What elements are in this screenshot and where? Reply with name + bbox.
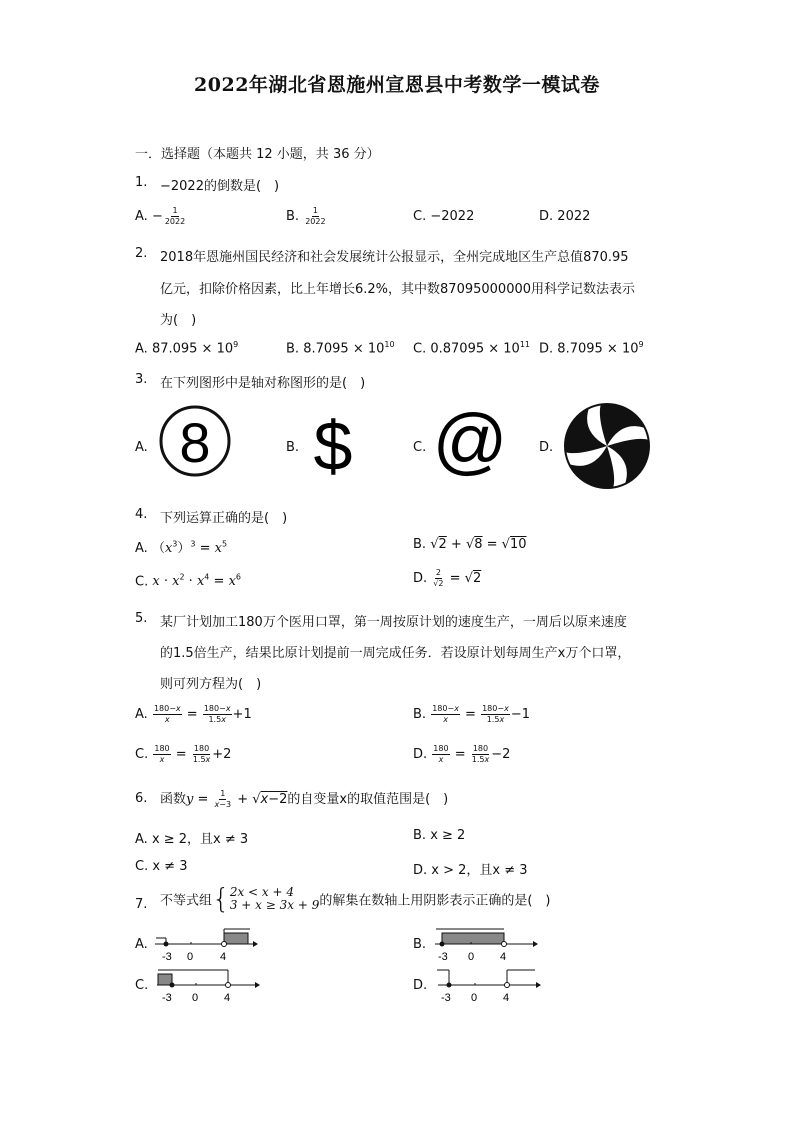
option-label: B. xyxy=(413,537,427,552)
q4-option-b[interactable] xyxy=(413,537,527,552)
svg-text:-3: -3 xyxy=(162,992,172,1004)
number-line xyxy=(152,965,262,1007)
q2-option-d[interactable] xyxy=(539,340,644,356)
q3-stem: 在下列图形中是轴对称图形的是( ) xyxy=(160,376,366,391)
q7-option-b-numberline[interactable] xyxy=(430,924,540,970)
option-label: C. xyxy=(413,341,427,357)
exponent: 10 xyxy=(384,340,395,349)
q7-option-c-numberline[interactable] xyxy=(152,965,262,1011)
option-label: A. xyxy=(135,209,148,224)
option-label: D. xyxy=(539,341,554,357)
option-label: D. xyxy=(539,209,554,224)
svg-text:4: 4 xyxy=(220,951,227,963)
math-expression: $\frac{180-x}{x}$ = $\frac{180-x}{1.5x}$ −1 xyxy=(432,704,530,724)
q1-option-a[interactable] xyxy=(135,207,187,226)
option-text: −2022 xyxy=(430,209,475,224)
q2-option-c[interactable] xyxy=(413,340,530,356)
exponent: 9 xyxy=(638,340,644,349)
math-expression: $\frac{2}{√2}$ = √2 xyxy=(433,568,482,588)
figure-glyph: 8 xyxy=(179,411,211,474)
stem-text: 函数 xyxy=(160,792,187,807)
option-label: B. xyxy=(413,828,427,843)
fraction: $\frac{1}{2022}$ xyxy=(164,206,186,226)
q7-option-a-label: A. xyxy=(135,937,148,952)
q3-option-a-figure[interactable] xyxy=(158,404,232,478)
q1-option-b[interactable] xyxy=(286,207,328,226)
exponent: 11 xyxy=(519,340,531,349)
q2-number: 2. xyxy=(135,246,148,261)
q5-number: 5. xyxy=(135,611,148,626)
q3-number: 3. xyxy=(135,372,148,387)
q3-option-d-figure[interactable] xyxy=(563,402,651,494)
stem-text: 的自变量x的取值范围是( ) xyxy=(287,792,449,807)
q1-stem: −2022的倒数是( ) xyxy=(160,179,280,194)
q3-option-c-label: C. xyxy=(413,440,427,455)
option-label: B. xyxy=(413,707,427,722)
q2-option-a[interactable] xyxy=(135,340,238,356)
exponent: 9 xyxy=(233,340,239,349)
pinwheel-icon xyxy=(563,402,651,490)
option-text: 2022 xyxy=(557,209,591,224)
svg-text:4: 4 xyxy=(500,951,507,963)
figure-glyph: $ xyxy=(313,407,353,480)
q5-line-2: 的1.5倍生产，结果比原计划提前一周完成任务．若设原计划每周生产x万个口罩， xyxy=(160,646,631,661)
q6-number: 6. xyxy=(135,791,148,806)
q6-stem: 函数y = $\frac{1}{x-3}$ + √x−2的自变量x的取值范围是( ) xyxy=(160,789,449,809)
q7-option-c-label: C. xyxy=(135,978,149,993)
svg-text:0: 0 xyxy=(187,951,194,963)
section-heading: 一．选择题（本题共 12 小题，共 36 分） xyxy=(135,147,380,162)
option-text: x ≠ 3 xyxy=(152,859,188,874)
option-label: C. xyxy=(135,859,149,874)
q5-option-c[interactable] xyxy=(135,745,231,764)
option-label: B. xyxy=(286,341,300,357)
q3-option-d-label: D. xyxy=(539,440,554,455)
svg-text:0: 0 xyxy=(192,992,199,1004)
q6-option-a[interactable] xyxy=(135,828,248,847)
figure-glyph: @ xyxy=(432,404,508,480)
q3-option-b-label: B. xyxy=(286,440,300,455)
q1-number: 1. xyxy=(135,175,148,190)
q6-option-d[interactable] xyxy=(413,859,528,878)
svg-text:0: 0 xyxy=(468,951,475,963)
option-text: x ≥ 2 xyxy=(430,828,466,843)
q5-line-1: 某厂计划加工180万个医用口罩，第一周按原计划的速度生产，一周后以原来速度 xyxy=(160,615,627,630)
math-expression: $x \cdot x^2 \cdot x^4 = x^6$ xyxy=(152,573,241,590)
q1-option-d[interactable] xyxy=(539,209,590,224)
q7-stem xyxy=(160,882,551,915)
q2-line-3: 为( ) xyxy=(160,313,197,328)
q4-option-d[interactable] xyxy=(413,569,481,588)
q7-option-d-numberline[interactable] xyxy=(433,965,543,1011)
option-text: 0.87095 × 10 xyxy=(430,341,520,357)
number-line xyxy=(433,965,543,1007)
q3-option-b-figure[interactable] xyxy=(305,404,365,484)
q4-option-c[interactable] xyxy=(135,573,241,589)
math-expression: $(x^3)^3 = x^5$ xyxy=(151,539,228,556)
svg-text:4: 4 xyxy=(503,992,510,1004)
option-text: 87.095 × 10 xyxy=(151,341,234,357)
option-label: A. xyxy=(135,707,148,722)
option-text: x ≥ 2，且x ≠ 3 xyxy=(151,832,249,847)
q4-option-a[interactable] xyxy=(135,537,227,556)
q7-number: 7. xyxy=(135,897,148,912)
stem-text: 的解集在数轴上用阴影表示正确的是( ) xyxy=(319,893,551,909)
option-label: A. xyxy=(135,341,148,357)
option-label: C. xyxy=(413,209,427,224)
option-label: B. xyxy=(286,209,300,224)
circled-eight-icon xyxy=(158,404,232,478)
math-expression: $\frac{180}{x}$ = $\frac{180}{1.5x}$ −2 xyxy=(433,744,511,764)
q6-option-b[interactable] xyxy=(413,828,465,843)
option-label: C. xyxy=(135,747,149,762)
q7-option-a-numberline[interactable] xyxy=(150,924,260,970)
option-label: A. xyxy=(135,541,148,556)
svg-text:-3: -3 xyxy=(162,951,172,963)
number-line xyxy=(150,924,260,966)
q7-option-b-label: B. xyxy=(413,937,427,952)
option-label: D. xyxy=(413,747,428,762)
option-text: x > 2，且x ≠ 3 xyxy=(431,863,528,878)
q3-option-c-figure[interactable] xyxy=(432,404,508,484)
svg-text:-3: -3 xyxy=(438,951,448,963)
minus-sign: − xyxy=(151,209,163,224)
math-expression: √2 + √8 = √10 xyxy=(430,537,527,552)
svg-text:-3: -3 xyxy=(441,992,451,1004)
fraction: $\frac{1}{2022}$ xyxy=(305,206,326,226)
q7-option-d-label: D. xyxy=(413,978,428,993)
svg-text:0: 0 xyxy=(471,992,478,1004)
q2-line-2: 亿元，扣除价格因素，比上年增长6.2%，其中数87095000000用科学记数法表示 xyxy=(160,282,636,297)
option-label: D. xyxy=(413,571,428,586)
brace: { xyxy=(212,882,230,915)
dollar-sign-icon xyxy=(305,404,365,480)
inequality-system: 2x < x + 4 3 + x ≥ 3x + 9 xyxy=(229,885,320,912)
page-title: 2022年湖北省恩施州宣恩县中考数学一模试卷 xyxy=(194,74,600,96)
q4-stem: 下列运算正确的是( ) xyxy=(160,511,288,526)
option-label: D. xyxy=(413,863,428,878)
stem-text: 不等式组 xyxy=(160,893,213,909)
at-sign-icon xyxy=(432,404,508,480)
option-text: 8.7095 × 10 xyxy=(303,341,385,357)
option-text: 8.7095 × 10 xyxy=(557,341,639,357)
q2-option-b[interactable] xyxy=(286,340,395,356)
q5-line-3: 则可列方程为( ) xyxy=(160,677,262,692)
q2-line-1: 2018年恩施州国民经济和社会发展统计公报显示，全州完成地区生产总值870.95 xyxy=(160,250,629,265)
number-line xyxy=(430,924,540,966)
q4-number: 4. xyxy=(135,507,148,522)
q1-option-c[interactable] xyxy=(413,209,474,224)
q5-option-b[interactable] xyxy=(413,705,530,724)
q6-option-c[interactable] xyxy=(135,859,187,874)
math-expression: $\frac{180}{x}$ = $\frac{180}{1.5x}$ +2 xyxy=(154,744,232,764)
q5-option-a[interactable] xyxy=(135,705,252,724)
math-expression: $\frac{180-x}{x}$ = $\frac{180-x}{1.5x}$ +1 xyxy=(153,704,252,724)
option-label: A. xyxy=(135,832,148,847)
q3-option-a-label: A. xyxy=(135,440,148,455)
svg-text:4: 4 xyxy=(224,992,231,1004)
q5-option-d[interactable] xyxy=(413,745,510,764)
option-label: C. xyxy=(135,574,149,590)
